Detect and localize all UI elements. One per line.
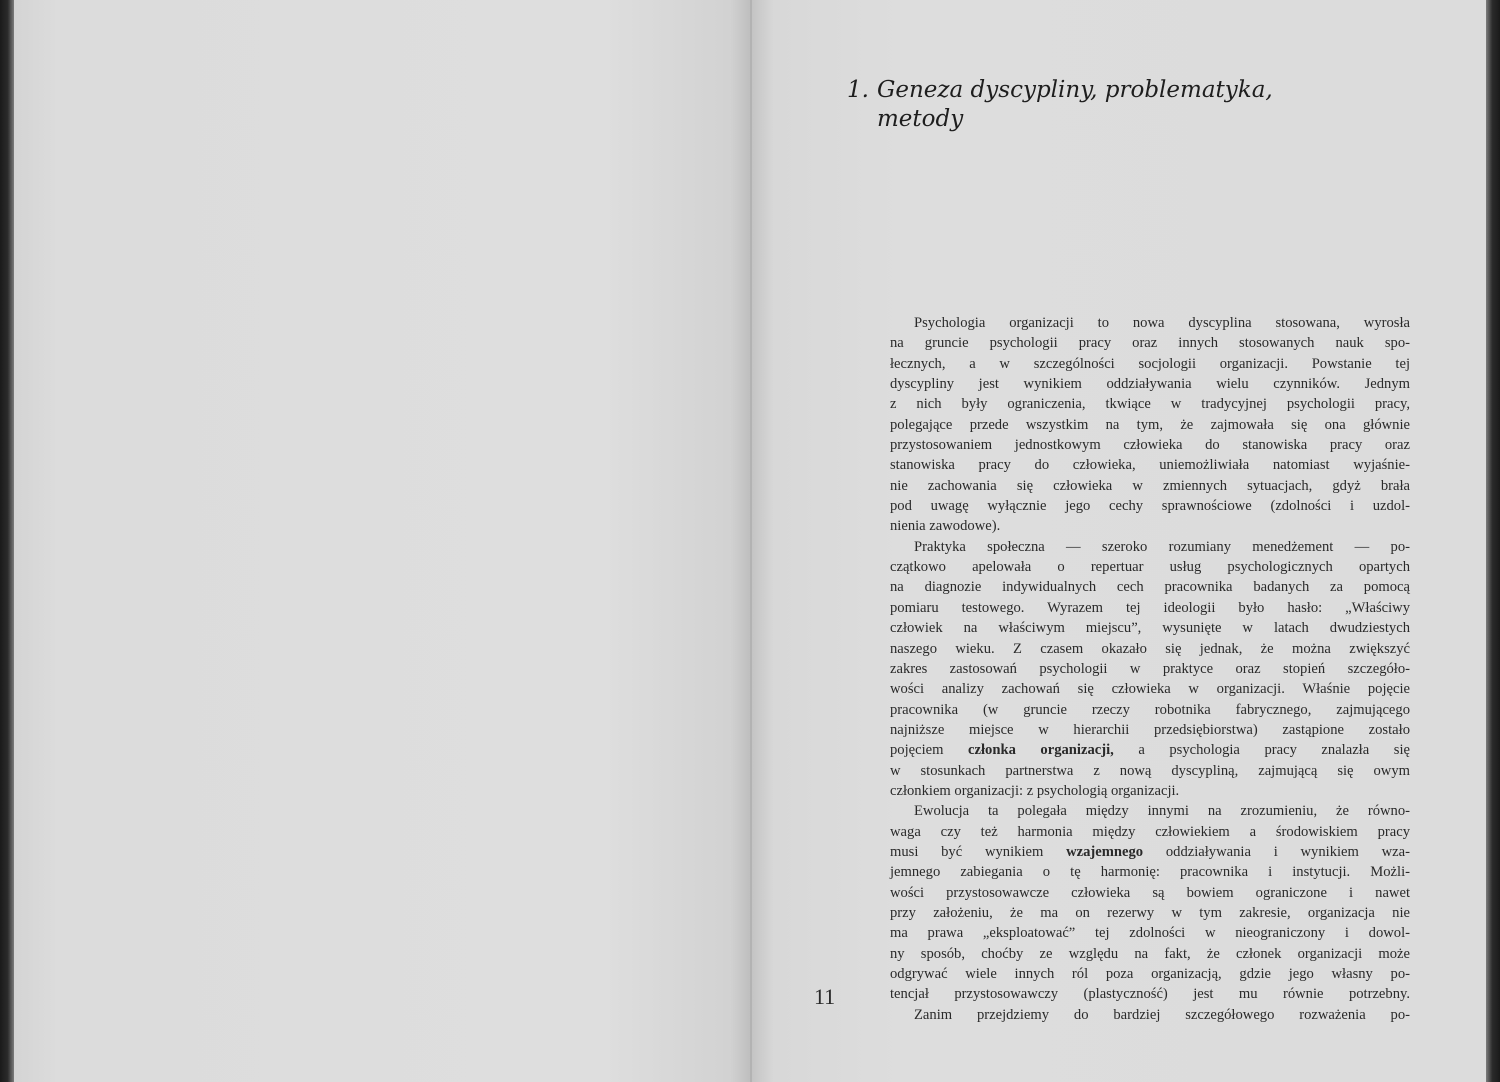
- paragraph-1: [890, 313, 1410, 537]
- text-line: wości analizy zachowań się człowieka w organizacji. Właśnie pojęcie: [890, 681, 1410, 698]
- paragraph-4: [890, 1005, 1410, 1025]
- text-line: najniższe miejsce w hierarchii przedsiębiorstwa) zastąpione zostało: [890, 721, 1410, 738]
- text-fragment: a psychologia pracy znalazła się: [1113, 742, 1410, 759]
- text-line: przystosowaniem jednostkowym człowieka do stanowiska pracy oraz: [890, 437, 1410, 454]
- chapter-title-line-1: Geneza dyscypliny, problematyka,: [877, 77, 1273, 103]
- chapter-number: 1.: [847, 77, 869, 103]
- text-line: w stosunkach partnerstwa z nową dyscypliną, zajmującą się owym: [890, 762, 1410, 779]
- text-fragment: musi być wynikiem: [890, 843, 1067, 860]
- text-line: przy założeniu, że ma on rezerwy w tym zakresie, organizacja nie: [890, 904, 1410, 921]
- text-line: czątkowo apelowała o repertuar usług psychologicznych opartych: [890, 559, 1410, 576]
- text-line: na diagnozie indywidualnych cech pracownika badanych za pomocą: [890, 579, 1410, 596]
- chapter-title-line-2: metody: [877, 106, 964, 132]
- text-line: ny sposób, choćby ze względu na fakt, że członek organizacji może: [890, 945, 1410, 962]
- text-line: łecznych, a w szczególności socjologii organizacji. Powstanie tej: [890, 355, 1410, 372]
- text-line: Zanim przejdziemy do bardziej szczegółowego rozważenia po-: [914, 1006, 1410, 1023]
- scan-edge-right: [1486, 0, 1500, 1082]
- text-line: z nich były ograniczenia, tkwiące w tradycyjnej psychologii pracy,: [890, 396, 1410, 413]
- text-line: nie zachowania się człowieka w zmiennych sytuacjach, gdyż brała: [890, 477, 1410, 494]
- text-line: wości przystosowawcze człowieka są bowiem ograniczone i nawet: [890, 884, 1410, 901]
- text-line: Ewolucja ta polegała między innymi na zrozumieniu, że równo-: [914, 803, 1410, 820]
- text-line: człowiek na właściwym miejscu”, wysunięte w latach dwudziestych: [890, 620, 1410, 637]
- text-line: na gruncie psychologii pracy oraz innych stosowanych nauk spo-: [890, 335, 1410, 352]
- text-line: pomiaru testowego. Wyrazem tej ideologii było hasło: „Właściwy: [890, 599, 1410, 616]
- text-line: waga czy też harmonia między człowiekiem a środowiskiem pracy: [890, 823, 1410, 840]
- paragraph-2: [890, 537, 1410, 801]
- scan-edge-left: [0, 0, 14, 1082]
- left-page: [14, 0, 752, 1082]
- paragraph-3: [890, 801, 1410, 1004]
- text-line: ma prawa „eksploatować” tej zdolności w nieograniczony i dowol-: [890, 925, 1410, 942]
- text-line: dyscypliny jest wynikiem oddziaływania wielu czynników. Jednym: [890, 376, 1410, 393]
- text-line: polegające przede wszystkim na tym, że zajmowała się ona głównie: [890, 416, 1410, 433]
- text-line: pracownika (w gruncie rzeczy robotnika fabrycznego, zajmującego: [890, 701, 1410, 718]
- page-number: 11: [814, 984, 836, 1009]
- text-fragment: pojęciem: [890, 742, 969, 759]
- text-line: Psychologia organizacji to nowa dyscyplina stosowana, wyrosła: [914, 315, 1410, 331]
- emphasis-term: wzajemnego: [1066, 843, 1144, 860]
- chapter-title: [847, 76, 1407, 134]
- text-line: zakres zastosowań psychologii w praktyce oraz stopień szczegóło-: [890, 660, 1410, 677]
- text-line: odgrywać wiele innych ról poza organizacją, gdzie jego własny po-: [890, 966, 1410, 982]
- text-line-with-emphasis: [890, 740, 1410, 760]
- right-page: [752, 0, 1486, 1082]
- text-line: członkiem organizacji: z psychologią organizacji.: [890, 782, 1180, 799]
- text-line: Praktyka społeczna — szeroko rozumiany menedżement — po-: [914, 538, 1410, 555]
- text-line: stanowiska pracy do człowieka, uniemożliwiała natomiast wyjaśnie-: [890, 457, 1410, 474]
- text-line: tencjał przystosowawczy (plastyczność) jest mu równie potrzebny.: [890, 986, 1410, 1003]
- emphasis-term: członka organizacji,: [968, 742, 1114, 759]
- text-line: jemnego zabiegania o tę harmonię: pracownika i instytucji. Możli-: [890, 864, 1410, 881]
- text-line-with-emphasis: [890, 842, 1410, 862]
- body-text: [890, 313, 1410, 1025]
- text-line: pod uwagę wyłącznie jego cechy sprawnościowe (zdolności i uzdol-: [890, 498, 1410, 515]
- text-line: nienia zawodowe).: [890, 518, 1001, 535]
- text-fragment: oddziaływania i wynikiem wza-: [1143, 843, 1410, 860]
- text-line: naszego wieku. Z czasem okazało się jednak, że można zwiększyć: [890, 640, 1410, 657]
